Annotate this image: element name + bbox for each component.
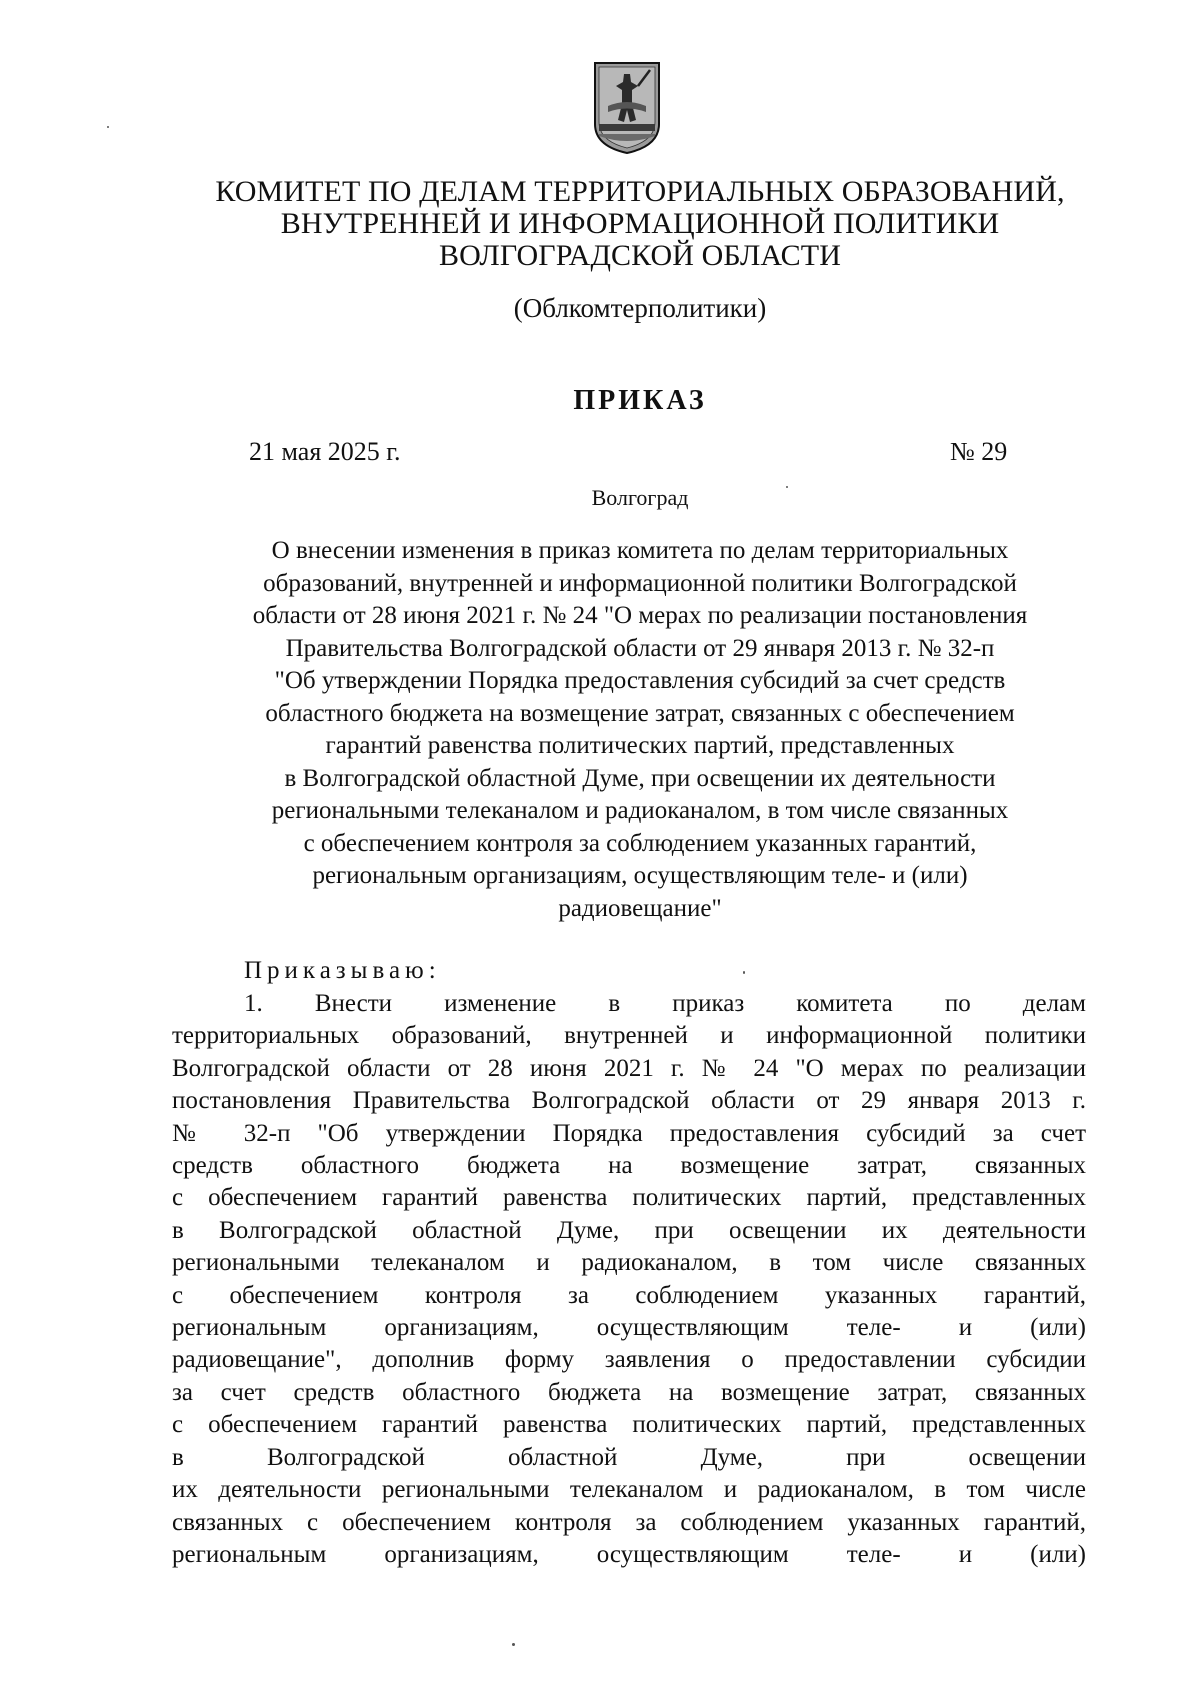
organization-line: ВОЛГОГРАДСКОЙ ОБЛАСТИ bbox=[439, 239, 841, 272]
scan-speck bbox=[107, 126, 109, 128]
body-line: № 32-п "Об утверждении Порядка предоставления субсидий за счет bbox=[172, 1119, 1086, 1147]
document-city: Волгоград bbox=[591, 485, 689, 510]
order-word: Приказываю: bbox=[244, 957, 441, 984]
title-line: региональным организациям, осуществляющим теле- и (или) bbox=[312, 862, 968, 889]
body-line: радиовещание", дополнив форму заявления о предоставлении субсидии bbox=[172, 1346, 1086, 1374]
body-line: с обеспечением гарантий равенства политических партий, представленных bbox=[172, 1184, 1086, 1212]
body-line: региональными телеканалом и радиоканалом, в том числе связанных bbox=[172, 1249, 1086, 1277]
title-line: гарантий равенства политических партий, представленных bbox=[325, 732, 955, 759]
document-type: ПРИКАЗ bbox=[573, 385, 707, 416]
organization-abbreviation: (Облкомтерполитики) bbox=[513, 293, 767, 323]
scan-speck bbox=[743, 971, 745, 974]
title-line: "Об утверждении Порядка предоставления субсидий за счет средств bbox=[274, 667, 1006, 694]
body-line: региональным организациям, осуществляющим теле- и (или) bbox=[172, 1540, 1086, 1568]
title-line: О внесении изменения в приказ комитета по делам территориальных bbox=[271, 537, 1009, 564]
organization-line: КОМИТЕТ ПО ДЕЛАМ ТЕРРИТОРИАЛЬНЫХ ОБРАЗОВАНИЙ, bbox=[215, 175, 1065, 208]
title-line: в Волгоградской областной Думе, при освещении их деятельности bbox=[284, 764, 996, 792]
organization-name bbox=[150, 176, 1130, 272]
body-line: за счет средств областного бюджета на возмещение затрат, связанных bbox=[172, 1378, 1086, 1406]
title-line: образований, внутренней и информационной политики Волгоградской bbox=[263, 569, 1017, 597]
body-line: с обеспечением контроля за соблюдением указанных гарантий, bbox=[172, 1281, 1086, 1309]
body-line: 1. Внести изменение в приказ комитета по делам bbox=[244, 990, 1086, 1017]
document-number: № 29 bbox=[950, 437, 1008, 466]
body-line: Волгоградской области от 28 июня 2021 г. № 24 "О мерах по реализации bbox=[172, 1054, 1086, 1082]
coat-of-arms-emblem bbox=[594, 62, 660, 154]
document-title bbox=[150, 535, 1130, 925]
body-line: постановления Правительства Волгоградской области от 29 января 2013 г. bbox=[172, 1087, 1086, 1115]
body-line: территориальных образований, внутренней и информационной политики bbox=[172, 1022, 1086, 1050]
body-line: средств областного бюджета на возмещение затрат, связанных bbox=[172, 1152, 1086, 1180]
document-date: 21 мая 2025 г. bbox=[249, 437, 401, 466]
title-line: радиовещание" bbox=[558, 894, 722, 922]
body-line: их деятельности региональными телеканалом и радиоканалом, в том числе bbox=[172, 1476, 1086, 1504]
body-paragraph bbox=[172, 988, 1086, 1571]
organization-line: ВНУТРЕННЕЙ И ИНФОРМАЦИОННОЙ ПОЛИТИКИ bbox=[280, 207, 1000, 240]
title-line: области от 28 июня 2021 г. № 24 "О мерах по реализации постановления bbox=[252, 602, 1028, 629]
scan-speck bbox=[786, 486, 788, 488]
body-line: в Волгоградской областной Думе, при освещении bbox=[172, 1443, 1086, 1471]
title-line: областного бюджета на возмещение затрат, связанных с обеспечением bbox=[265, 699, 1015, 727]
body-line: с обеспечением гарантий равенства политических партий, представленных bbox=[172, 1411, 1086, 1439]
title-line: региональными телеканалом и радиоканалом, в том числе связанных bbox=[271, 797, 1009, 824]
body-line: связанных с обеспечением контроля за соблюдением указанных гарантий, bbox=[172, 1508, 1086, 1536]
body-line: региональным организациям, осуществляющим теле- и (или) bbox=[172, 1314, 1086, 1342]
title-line: Правительства Волгоградской области от 29 января 2013 г. № 32-п bbox=[285, 634, 995, 662]
body-line: в Волгоградской областной Думе, при освещении их деятельности bbox=[172, 1216, 1086, 1244]
scan-speck bbox=[512, 1643, 515, 1646]
title-line: с обеспечением контроля за соблюдением указанных гарантий, bbox=[303, 829, 977, 857]
